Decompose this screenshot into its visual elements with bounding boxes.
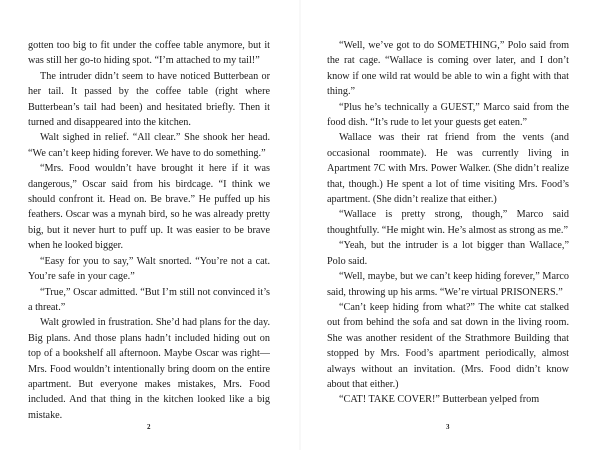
paragraph: “Easy for you to say,” Walt snorted. “You’re not a cat. You’re safe in your cage.” bbox=[28, 255, 270, 283]
right-page bbox=[327, 38, 569, 408]
paragraph: “CAT! TAKE COVER!” Butterbean yelped from bbox=[339, 394, 540, 406]
left-page bbox=[28, 38, 270, 423]
page-number-right: 3 bbox=[446, 423, 450, 431]
paragraph: “Well, we’ve got to do SOMETHING,” Polo said from the rat cage. “Wallace is coming over later, and I don’t know if one wild rat would be able to win a fight with that thing.” bbox=[327, 40, 569, 98]
page-gutter bbox=[299, 0, 301, 450]
paragraph: The intruder didn’t seem to have noticed Butterbean or her tail. It passed by the coffee table (right where Butterbean’s tail had been) and hesitated briefly. Then it turned and disappeared into the kitchen. bbox=[28, 70, 270, 129]
paragraph: Wallace was their rat friend from the vents (and occasional roommate). He was currently living in Apartment 7C with Mrs. Power Walker. (She didn’t realize that, though.) He spent a lot of time visiting Mrs. Food’s apartment. (She didn’t realize that either.) bbox=[327, 132, 569, 206]
paragraph: “Wallace is pretty strong, though,” Marco said thoughtfully. “He might win. He’s almost as strong as me.” bbox=[327, 209, 569, 236]
paragraph: gotten too big to fit under the coffee table anymore, but it was still her go-to hiding spot. “I’m attached to my tail!” bbox=[28, 40, 270, 67]
paragraph: Walt growled in frustration. She’d had plans for the day. Big plans. And those plans hadn’t included hiding out on top of a bookshelf all afternoon. Maybe Oscar was right—Mrs. Food wouldn’t intentionally bring doom on the entire apartment. But everyone makes mistakes, Mrs. Food included. And that thing in the kitchen looked like a big mistake. bbox=[28, 317, 270, 421]
paragraph: “Plus he’s technically a GUEST,” Marco said from the food dish. “It’s rude to let your guests get eaten.” bbox=[327, 101, 569, 129]
page-number-left: 2 bbox=[147, 423, 151, 431]
paragraph: “True,” Oscar admitted. “But I’m still not convinced it’s a threat.” bbox=[28, 286, 270, 313]
paragraph: “Mrs. Food wouldn’t have brought it here if it was dangerous,” Oscar said from his birdcage. “I think we should confront it. Head on. Be brave.” He puffed up his feathers. Oscar was a mynah bird, so he was already pretty big, but it never hurt to puff up. It was easier to be brave when he looked bigger. bbox=[28, 163, 270, 252]
paragraph: “Yeah, but the intruder is a lot bigger than Wallace,” Polo said. bbox=[327, 240, 569, 267]
paragraph: “Can’t keep hiding from what?” The white cat stalked out from behind the sofa and sat down in the living room. She was another resident of the Strathmore Building that stopped by Mrs. Food’s apartment periodically, almost always without an invitation. (Mrs. Food didn’t know about that either.) bbox=[327, 301, 569, 390]
paragraph: Walt sighed in relief. “All clear.” She shook her head. “We can’t keep hiding forever. We have to do something.” bbox=[28, 132, 270, 159]
paragraph: “Well, maybe, but we can’t keep hiding forever,” Marco said, throwing up his arms. “We’re virtual PRISONERS.” bbox=[327, 271, 569, 298]
